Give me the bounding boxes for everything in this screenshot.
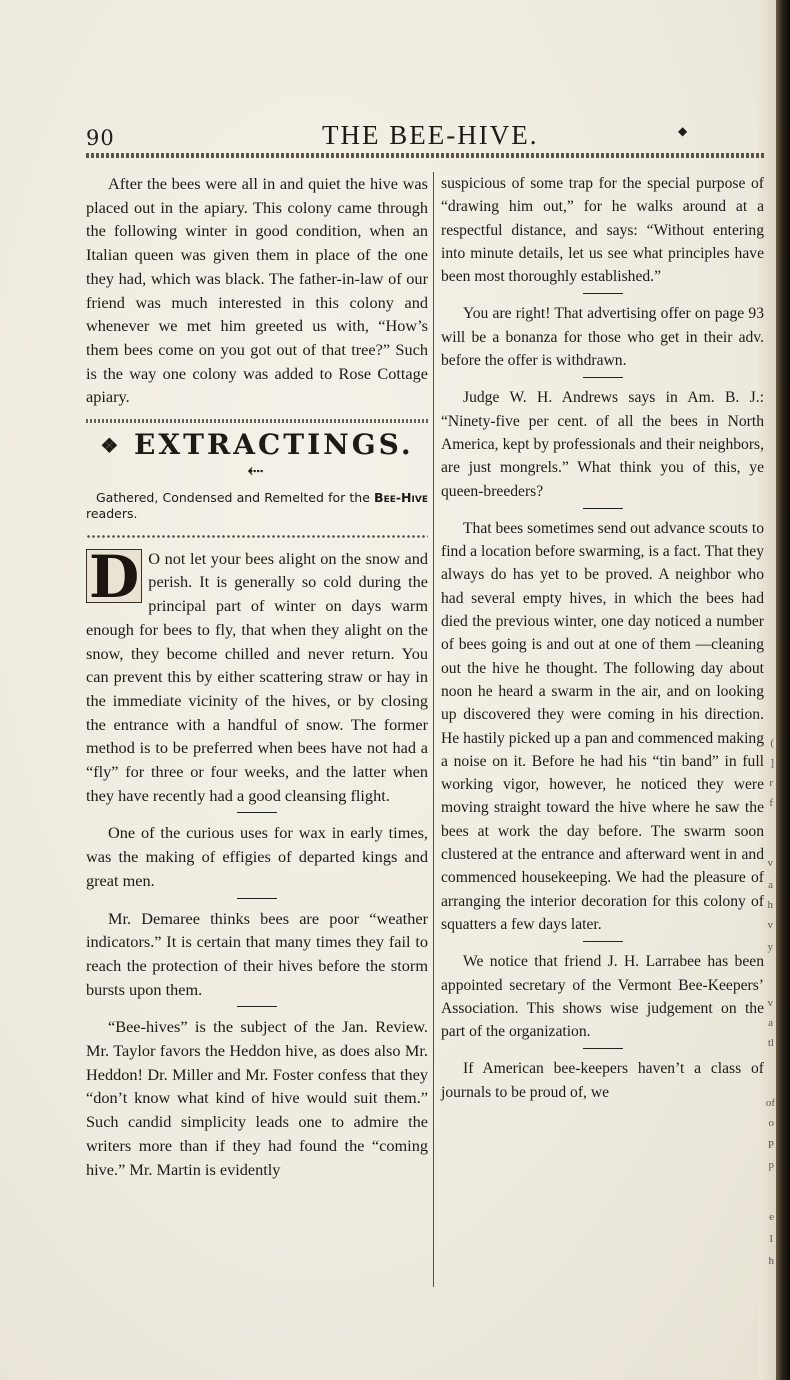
section-title: EXTRACTINGS. bbox=[134, 428, 414, 462]
paragraph: If American bee-keepers haven’t a class of journals to be proud of, we bbox=[441, 1060, 764, 1101]
header-rule bbox=[86, 153, 766, 158]
drop-cap: D bbox=[86, 549, 142, 603]
margin-letter: a bbox=[768, 879, 773, 891]
margin-letter: ] bbox=[770, 757, 774, 769]
page-number: 90 bbox=[86, 126, 115, 150]
paragraph bbox=[86, 542, 428, 808]
paragraph: After the bees were all in and quiet the hive was placed out in the apiary. This colony came through the following winter in good condition, when an Italian queen was given them in place of the one they had, which was black. The father-in-law of our friend was much interested in this colony and whenever we met him greeted us with, “How’s them bees come on you got out of that tree?” Such is the way one colony was added to Rose Cottage apiary. bbox=[86, 174, 428, 407]
separator bbox=[583, 508, 623, 509]
margin-letter: f bbox=[769, 797, 773, 809]
ink-mark: ◆ bbox=[678, 124, 688, 138]
margin-letter: v bbox=[767, 997, 773, 1009]
dotted-rule bbox=[86, 534, 428, 539]
margin-letter: a bbox=[768, 1017, 773, 1029]
separator bbox=[583, 377, 623, 378]
margin-letter: v bbox=[767, 919, 773, 931]
paragraph: “Bee-hives” is the subject of the Jan. Review. Mr. Taylor favors the Heddon hive, as does also Mr. Heddon! Dr. Miller and Mr. Foster confess that they “don’t know what kind of hive would suit them.” Such candid simplicity leads one to admire the writers more than if they had found the “coming hive.” Mr. Martin is evidently bbox=[86, 1017, 428, 1179]
book-spine bbox=[776, 0, 790, 1380]
margin-letter: I bbox=[769, 1233, 773, 1245]
column-divider bbox=[433, 172, 434, 1287]
margin-letter: P bbox=[767, 1139, 774, 1151]
subtitle-text: Gathered, Condensed and Remelted for the bbox=[96, 489, 370, 505]
margin-letter: h bbox=[768, 1255, 774, 1267]
margin-letter: e bbox=[769, 1211, 774, 1223]
separator bbox=[237, 812, 277, 813]
running-title: THE BEE-HIVE. bbox=[322, 120, 539, 150]
paragraph: That bees sometimes send out advance scouts to find a location before swarming, is a fact. That they always do has yet to be proved. A neighbor who had several empty hives, in which the bees had died the previous winter, one day noticed a number of bees going is and out at one of them —cleaning out the hive he thought. The following day about noon he heard a swarm in the air, and on looking up discovered they were coming in his direction. He hastily picked up a pan and commenced making a noise on it. Before he had his “tin band” in full working vigor, however, he noticed they were moving straight toward the hive where he saw the bees at work the day before. The swarm soon clustered at the entrance and afterward went in and commenced housekeeping. We had the pleasure of arranging the interior decoration for this colony of squatters a few days later. bbox=[441, 519, 764, 933]
page-header bbox=[86, 122, 766, 152]
margin-letter: tl bbox=[767, 1037, 774, 1049]
paragraph: We notice that friend J. H. Larrabee has been appointed secretary of the Vermont Bee-Keepers’ Association. This shows wise judgement on the part of the organization. bbox=[441, 953, 764, 1041]
separator bbox=[237, 1006, 277, 1007]
margin-letter: r bbox=[769, 777, 773, 789]
margin-letter: o bbox=[768, 1117, 774, 1129]
separator bbox=[583, 293, 623, 294]
paragraph: Judge W. H. Andrews says in Am. B. J.: “Ninety-five per cent. of all the bees in North America, kept by professionals and their neighbors, are just mongrels.” What think you of this, ye queen-breeders? bbox=[441, 389, 764, 500]
margin-letter: y bbox=[767, 941, 773, 953]
section-rule bbox=[86, 419, 428, 423]
margin-letter: of bbox=[765, 1097, 775, 1109]
subtitle-text-end: readers. bbox=[86, 505, 138, 521]
right-column bbox=[441, 172, 764, 1104]
paragraph: One of the curious uses for wax in early times, was the making of effigies of departed kings and great men. bbox=[86, 823, 428, 890]
separator bbox=[583, 1048, 623, 1049]
bee-ornament-icon: ❖ bbox=[100, 433, 122, 458]
separator bbox=[237, 898, 277, 899]
section-subtitle bbox=[86, 490, 428, 522]
margin-letter: h bbox=[767, 899, 773, 911]
subtitle-name: Bee-Hive bbox=[374, 489, 428, 505]
paragraph: You are right! That advertising offer on page 93 will be a bonanza for those who get in their adv. before the offer is withdrawn. bbox=[441, 305, 764, 370]
left-column bbox=[86, 172, 428, 1181]
paragraph-text: O not let your bees alight on the snow and perish. It is generally so cold during the principal part of winter on days warm enough for bees to fly, that when they alight on the snow, they become chilled and never return. You can prevent this by either scattering straw or hay in the immediate vicinity of the hives, or by closing the entrance with a handful of snow. The former method is to be preferred when bees have not had a “fly” for three or four weeks, and the latter when they have recently had a good cleansing flight. bbox=[86, 548, 428, 805]
paragraph: Mr. Demaree thinks bees are poor “weather indicators.” It is certain that many times they fail to reach the protection of their hives before the storm bursts upon them. bbox=[86, 908, 428, 999]
section-heading bbox=[86, 428, 428, 484]
margin-letter: v bbox=[767, 857, 773, 869]
separator bbox=[583, 941, 623, 942]
margin-letter: p bbox=[768, 1159, 774, 1171]
arrow-ornament-icon: ⇠ bbox=[247, 459, 267, 484]
margin-letter: ( bbox=[770, 737, 774, 749]
paragraph: suspicious of some trap for the special purpose of “drawing him out,” for he walks around at a respectful distance, and says: “Without entering into minute details, let us see what principles have been most thoroughly established.” bbox=[441, 175, 764, 286]
